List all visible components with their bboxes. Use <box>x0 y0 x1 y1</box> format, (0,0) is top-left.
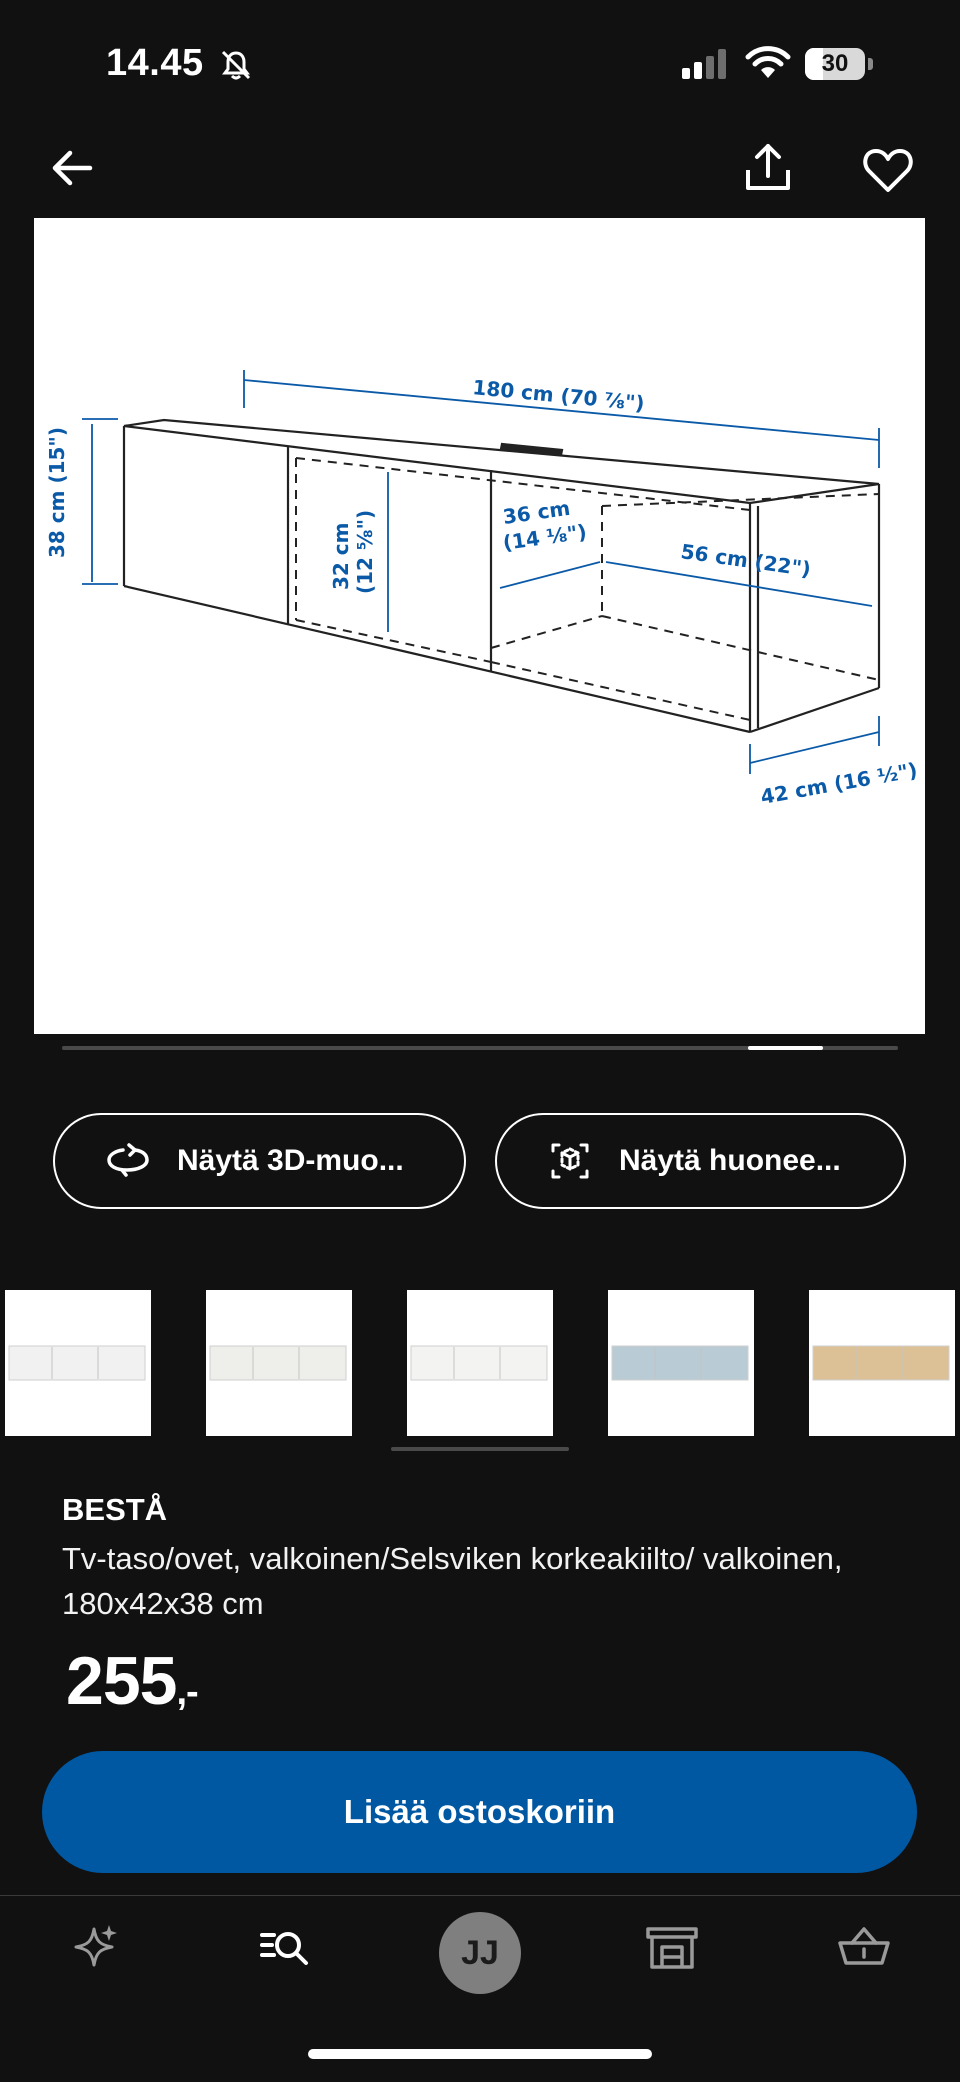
basket-icon[interactable] <box>832 1915 896 1979</box>
image-carousel-thumb[interactable] <box>748 1046 823 1050</box>
bell-muted-icon <box>219 48 253 82</box>
dim-height-label: 38 cm (15") <box>45 427 69 558</box>
status-bar <box>0 0 960 130</box>
variant-image <box>809 1290 955 1436</box>
dimension-drawing <box>34 218 925 1034</box>
product-description: Tv-taso/ovet, valkoinen/Selsviken korkeakiilto/ valkoinen, 180x42x38 cm <box>62 1541 843 1621</box>
search-list-icon[interactable] <box>254 1915 318 1979</box>
variant-image <box>608 1290 754 1436</box>
dim-inner-height-cm: 32 cm <box>329 522 353 590</box>
signal-icon <box>680 48 730 80</box>
variant-thumbnail-light-blue[interactable] <box>608 1290 754 1436</box>
top-bar <box>0 130 960 220</box>
product-price <box>66 1642 198 1720</box>
dim-inner-width-label: 56 cm (22") <box>679 539 813 582</box>
view-3d-label: Näytä 3D-muo... <box>177 1144 404 1177</box>
product-dimension-image[interactable] <box>34 218 925 1034</box>
share-icon[interactable] <box>736 138 800 202</box>
dim-depth-label: 42 cm (16 ½") <box>758 757 920 809</box>
battery-body <box>805 48 865 80</box>
sparkle-icon[interactable] <box>64 1915 128 1979</box>
battery-level: 30 <box>821 50 849 77</box>
variant-image <box>407 1290 553 1436</box>
variant-strip <box>0 1290 960 1436</box>
back-arrow-icon[interactable] <box>40 138 104 202</box>
dim-inner-height-in: (12 ⅝") <box>353 509 377 594</box>
variant-image <box>5 1290 151 1436</box>
view-3d-button[interactable] <box>53 1113 466 1209</box>
price-value: 255 <box>66 1643 177 1719</box>
wifi-icon <box>745 44 791 80</box>
variant-thumbnail-white-gloss[interactable] <box>407 1290 553 1436</box>
status-time: 14.45 <box>106 42 204 84</box>
view-in-room-button[interactable] <box>495 1113 906 1209</box>
dim-shelf-cm: 36 cm <box>501 495 572 529</box>
product-brand: BESTÅ <box>62 1492 168 1527</box>
heart-icon[interactable] <box>856 138 920 202</box>
dim-width-label: 180 cm (70 ⅞") <box>471 375 646 416</box>
variant-thumbnail-white-white[interactable] <box>5 1290 151 1436</box>
variant-image <box>206 1290 352 1436</box>
dim-shelf-in: (14 ⅛") <box>501 519 589 555</box>
battery-indicator <box>805 48 873 80</box>
home-indicator <box>308 2049 652 2059</box>
add-to-cart-button[interactable]: Lisää ostoskoriin <box>42 1751 917 1873</box>
ar-cube-icon <box>547 1138 593 1184</box>
price-suffix: ,- <box>176 1671 198 1713</box>
variant-thumbnail-rattan[interactable] <box>809 1290 955 1436</box>
battery-tip <box>868 58 873 70</box>
rotate-3d-icon <box>105 1138 151 1184</box>
profile-avatar[interactable]: JJ <box>439 1912 521 1994</box>
variant-scrollbar[interactable] <box>391 1447 569 1451</box>
image-carousel-scrollbar[interactable] <box>62 1046 898 1050</box>
view-in-room-label: Näytä huonee... <box>619 1144 841 1177</box>
store-icon[interactable] <box>640 1915 704 1979</box>
variant-thumbnail-white-selsviken[interactable] <box>206 1290 352 1436</box>
